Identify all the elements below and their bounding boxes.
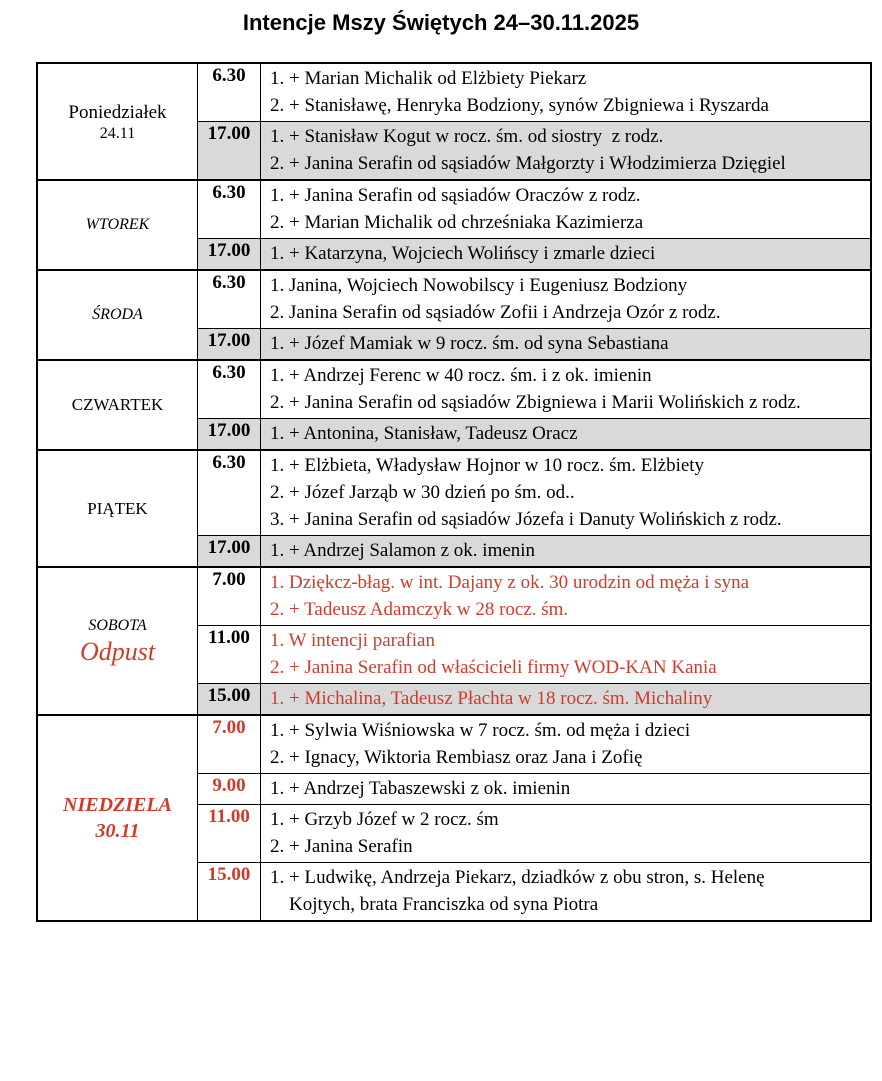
day-row-wtorek [38,179,870,269]
day-label-niedziela: 30.11 [95,820,140,842]
day-row-piatek [38,449,870,566]
intention-line: 1. + Michalina, Tadeusz Płachta w 18 rocz. śm. Michaliny [270,688,713,709]
intention-line: 1. + Antonina, Stanisław, Tadeusz Oracz [270,423,578,444]
mass-slot [197,625,870,683]
mass-slot [197,716,870,773]
mass-slot [197,328,870,359]
mass-slot [197,418,870,449]
day-cell-sroda [38,271,197,359]
mass-slot [197,535,870,566]
intention-line: 1. + Marian Michalik od Elżbiety Piekarz [270,68,587,89]
intention-line: 1. + Ludwikę, Andrzeja Piekarz, dziadków z obu stron, s. Helenę [270,867,765,888]
day-label-sroda: ŚRODA [92,306,143,323]
intention-line: 2. + Stanisławę, Henryka Bodziony, synów Zbigniewa i Ryszarda [270,95,769,116]
day-row-sobota [38,566,870,714]
day-row-poniedzialek [38,64,870,179]
mass-slot [197,361,870,418]
mass-time: 11.00 [197,805,261,862]
intention-line: 1. + Sylwia Wiśniowska w 7 rocz. śm. od męża i dzieci [270,720,691,741]
intention-line: 2. + Janina Serafin od właścicieli firmy WOD-KAN Kania [270,657,717,678]
mass-time: 6.30 [197,361,261,418]
mass-intentions [261,329,870,359]
intention-line: 1. + Andrzej Tabaszewski z ok. imienin [270,778,571,799]
day-cell-wtorek [38,181,197,269]
day-label-sobota: Odpust [79,637,156,666]
day-row-czwartek [38,359,870,449]
intention-line: 1. W intencji parafian [270,630,435,651]
day-cell-czwartek [38,361,197,449]
mass-slots-poniedzialek [197,64,870,179]
mass-slot [197,683,870,714]
mass-time: 7.00 [197,568,261,625]
mass-intentions [261,64,870,121]
mass-time: 6.30 [197,64,261,121]
mass-slot [197,862,870,920]
intention-line: 3. + Janina Serafin od sąsiadów Józefa i Danuty Wolińskich z rodz. [270,509,782,530]
day-cell-piatek [38,451,197,566]
mass-time: 15.00 [197,863,261,920]
mass-slot [197,804,870,862]
mass-intentions [261,626,870,683]
day-row-sroda [38,269,870,359]
intention-line: 2. + Marian Michalik od chrześniaka Kazimierza [270,212,644,233]
mass-intentions [261,271,870,328]
intention-line: 1. + Józef Mamiak w 9 rocz. śm. od syna Sebastiana [270,333,669,354]
mass-time: 17.00 [197,239,261,269]
mass-slots-czwartek [197,361,870,449]
mass-intentions [261,774,870,804]
mass-intentions [261,805,870,862]
intention-line: 2. Janina Serafin od sąsiadów Zofii i Andrzeja Ozór z rodz. [270,302,721,323]
mass-slots-niedziela [197,716,870,920]
mass-time: 17.00 [197,122,261,179]
mass-intentions [261,419,870,449]
intention-line: 2. + Ignacy, Wiktoria Rembiasz oraz Jana i Zofię [270,747,643,768]
mass-intentions [261,684,870,714]
mass-intentions [261,361,870,418]
mass-intentions [261,451,870,535]
intention-line: 2. + Tadeusz Adamczyk w 28 rocz. śm. [270,599,569,620]
mass-slot [197,271,870,328]
mass-slot [197,773,870,804]
day-label-sobota: SOBOTA [88,617,147,634]
mass-intentions [261,181,870,238]
intention-line: 2. + Józef Jarząb w 30 dzień po śm. od.. [270,482,575,503]
mass-time: 6.30 [197,271,261,328]
mass-time: 17.00 [197,536,261,566]
day-label-poniedzialek: 24.11 [99,124,136,142]
mass-time: 6.30 [197,451,261,535]
mass-time: 6.30 [197,181,261,238]
day-cell-poniedzialek [38,64,197,179]
intention-line: 1. Dziękcz-błag. w int. Dajany z ok. 30 urodzin od męża i syna [270,572,750,593]
mass-slot [197,64,870,121]
mass-slots-wtorek [197,181,870,269]
mass-slot [197,121,870,179]
mass-slots-piatek [197,451,870,566]
mass-time: 15.00 [197,684,261,714]
day-label-piatek: PIĄTEK [87,498,148,518]
mass-time: 11.00 [197,626,261,683]
mass-time: 7.00 [197,716,261,773]
mass-intentions [261,536,870,566]
intention-line: 1. + Elżbieta, Władysław Hojnor w 10 rocz. śm. Elżbiety [270,455,705,476]
mass-slot [197,181,870,238]
intention-line: 1. + Katarzyna, Wojciech Wolińscy i zmarle dzieci [270,243,656,264]
mass-slot [197,238,870,269]
day-label-wtorek: WTOREK [85,216,150,233]
mass-intentions [261,716,870,773]
mass-slots-sroda [197,271,870,359]
mass-time: 17.00 [197,329,261,359]
mass-time: 9.00 [197,774,261,804]
mass-time: 17.00 [197,419,261,449]
mass-slots-sobota [197,568,870,714]
intention-line: 2. + Janina Serafin od sąsiadów Małgorzty i Włodzimierza Dzięgiel [270,153,786,174]
mass-intentions [261,239,870,269]
day-label-poniedzialek: Poniedziałek [68,101,167,123]
day-row-niedziela [38,714,870,920]
day-cell-niedziela [38,716,197,920]
page-title: Intencje Mszy Świętych 24–30.11.2025 [242,10,640,35]
intention-line: 1. + Janina Serafin od sąsiadów Oraczów z rodz. [270,185,641,206]
mass-slot [197,451,870,535]
day-cell-sobota [38,568,197,714]
intention-line: 2. + Janina Serafin od sąsiadów Zbigniewa i Marii Wolińskich z rodz. [270,392,801,413]
day-label-niedziela: NIEDZIELA [63,794,172,816]
mass-intentions [261,568,870,625]
intention-line: 1. + Andrzej Salamon z ok. imenin [270,540,536,561]
intentions-table [36,62,872,922]
intention-line: 1. + Andrzej Ferenc w 40 rocz. śm. i z ok. imienin [270,365,652,386]
day-label-czwartek: CZWARTEK [71,395,164,414]
intention-line: 1. + Grzyb Józef w 2 rocz. śm [270,809,499,830]
mass-intentions [261,863,870,920]
intention-line: Kojtych, brata Franciszka od syna Piotra [270,894,599,915]
mass-intentions [261,122,870,179]
intention-line: 2. + Janina Serafin [270,836,413,857]
mass-slot [197,568,870,625]
intention-line: 1. Janina, Wojciech Nowobilscy i Eugeniusz Bodziony [270,275,688,296]
intention-line: 1. + Stanisław Kogut w rocz. śm. od siostry z rodz. [270,126,664,147]
